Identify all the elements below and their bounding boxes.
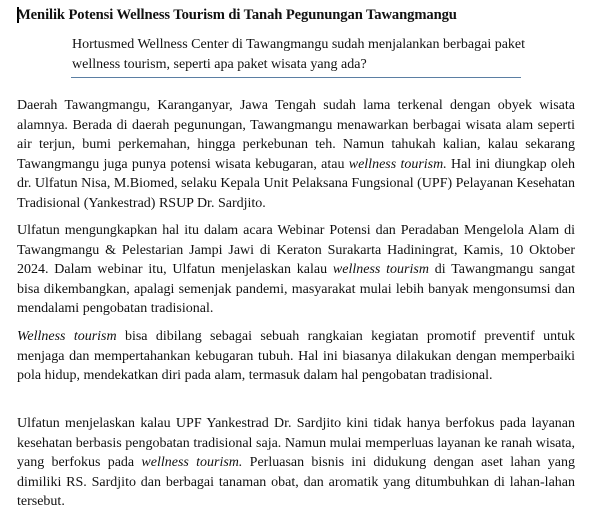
paragraph-3-text: bisa dibilang sebagai sebuah rangkaian kegiatan promotif preventif untuk menjaga dan mempertahankan kebugaran tubuh. Hal ini biasanya dilakukan dengan memperbaiki pola hidup, mendekatkan diri pada alam, termasuk dalam hal pengobatan tradisional. [17, 329, 575, 384]
paragraph-4-text-cont: Perluasan bisnis ini didukung dengan aset lahan yang dimiliki RS. Sardjito dan berbagai tanaman obat, dan aromatik yang ditumbuhkan di lahan-lahan tersebut. [17, 455, 576, 510]
paragraph-4-italic: wellness tourism. [141, 455, 243, 471]
paragraph-3[interactable] [17, 327, 575, 386]
article-lead[interactable]: Hortusmed Wellness Center di Tawangmangu sudah menjalankan berbagai paket wellness tourism, seperti apa paket wisata yang ada? [72, 37, 526, 72]
paragraph-2-italic: wellness tourism [332, 262, 429, 278]
paragraph-1[interactable] [17, 96, 575, 214]
paragraph-1-text: Daerah Tawangmangu, Karanganyar, Jawa Tengah sudah lama terkenal dengan obyek wisata alamnya. Berada di daerah pegunungan, Tawangmangu menawarkan berbagai wisata alam seperti air terjun, bumi perkemahan, hingga perkebunan teh. Namun tahukah kalian, kalau sekarang Tawangmangu juga punya potensi wisata kebugaran, atau [17, 98, 575, 172]
lead-divider [71, 77, 521, 78]
paragraph-2-text-cont: di Tawangmangu sangat bisa dikembangkan, apalagi semenjak pandemi, masyarakat mulai lebih banyak mengonsumsi dan mendalami pengobatan tradisional. [17, 262, 575, 317]
paragraph-2[interactable] [17, 221, 575, 319]
paragraph-3-italic: Wellness tourism [17, 329, 117, 344]
paragraph-1-text-cont: Hal ini diungkap oleh dr. Ulfatun Nisa, M.Biomed, selaku Kepala Unit Pelaksana Fungsional (UPF) Pelayanan Kesehatan Tradisional (Yankestrad) RSUP Dr. Sardjito. [17, 156, 575, 211]
article-title[interactable]: Menilik Potensi Wellness Tourism di Tanah Pegunungan Tawangmangu [17, 7, 457, 23]
paragraph-4[interactable] [17, 414, 575, 512]
paragraph-1-italic: wellness tourism. [348, 156, 447, 172]
paragraph-2-text: Ulfatun mengungkapkan hal itu dalam acara Webinar Potensi dan Peradaban Mengelola Alam di Tawangmangu & Pelestarian Jampi Jawi di Keraton Surakarta Hadiningrat, Kamis, 10 Oktober 2024. Dalam webinar itu, Ulfatun menjelaskan kalau [17, 223, 575, 278]
paragraph-4-text: Ulfatun menjelaskan kalau UPF Yankestrad Dr. Sardjito kini tidak hanya berfokus pada layanan kesehatan berbasis pengobatan tradisional saja. Namun mulai memperluas layanan ke ranah wisata, yang berfokus pada [17, 416, 575, 471]
